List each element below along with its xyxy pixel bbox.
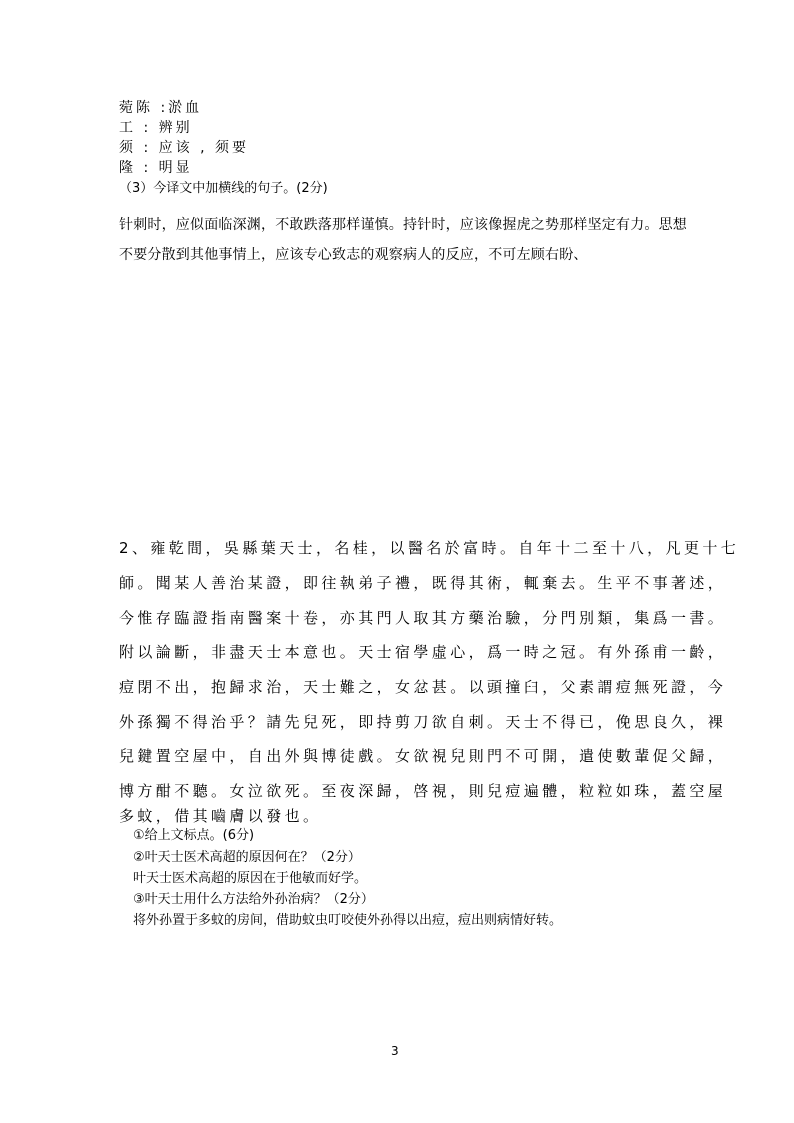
answer-item: 叶天士医术高超的原因在于他敏而好学。 — [133, 871, 368, 886]
passage-line: 外孫獨不得治乎？請先兒死，即持剪刀欲自刺。天士不得已，俛思良久，裸 — [119, 713, 727, 731]
question-item: ①给上文标点。(6分) — [133, 828, 255, 843]
question-item: ②叶天士医术高超的原因何在？（2分） — [133, 850, 361, 865]
answer-item: 将外孙置于多蚊的房间，借助蚊虫叮咬使外孙得以出痘，痘出则病情好转。 — [133, 913, 563, 928]
gloss-line: 隆 : 明显 — [119, 160, 193, 176]
page-number: 3 — [391, 1044, 399, 1058]
passage-line: 兒鍵置空屋中，自出外與博徒戲。女欲視兒則門不可開，遣使數輩促父歸， — [119, 747, 727, 765]
question-item: ③叶天士用什么方法给外孙治病？（2分） — [133, 892, 374, 907]
passage-line: 2、雍乾間，吳縣葉天士，名桂，以醫名於富時。自年十二至十八，凡更十七 — [119, 539, 740, 557]
passage-line: 博方酣不聽。女泣欲死。至夜深歸，啓視，則兒痘遍體，粒粒如珠，蓋空屋 — [119, 782, 727, 800]
passage-line: 附以論斷，非盡天士本意也。天士宿學虛心，爲一時之冠。有外孫甫一齡， — [119, 643, 727, 661]
gloss-line: 工 : 辨别 — [119, 120, 193, 136]
passage-line: 師。聞某人善治某證，即往執弟子禮，既得其術，輒棄去。生平不事著述， — [119, 574, 727, 592]
translation-line: 不要分散到其他事情上，应该专心致志的观察病人的反应，不可左顾右盼、 — [119, 247, 588, 263]
passage-line: 痘閉不出，抱歸求治，天士難之，女忿甚。以頭撞臼，父素謂痘無死證，今 — [119, 678, 727, 696]
translation-line: 针刺时，应似面临深渊，不敢跌落那样谨慎。持针时，应该像握虎之势那样坚定有力。思想 — [119, 217, 687, 233]
passage-line: 多蚊，借其嚙膚以發也。 — [119, 807, 322, 825]
gloss-line: 须 : 应该 , 须要 — [119, 140, 249, 156]
question-3-prompt: （3）今译文中加横线的句子。(2分) — [119, 181, 328, 196]
gloss-line: 菀陈 :淤血 — [119, 100, 203, 116]
passage-line: 今惟存臨證指南醫案十卷，亦其門人取其方藥治驗，分門別類，集爲一書。 — [119, 609, 727, 627]
